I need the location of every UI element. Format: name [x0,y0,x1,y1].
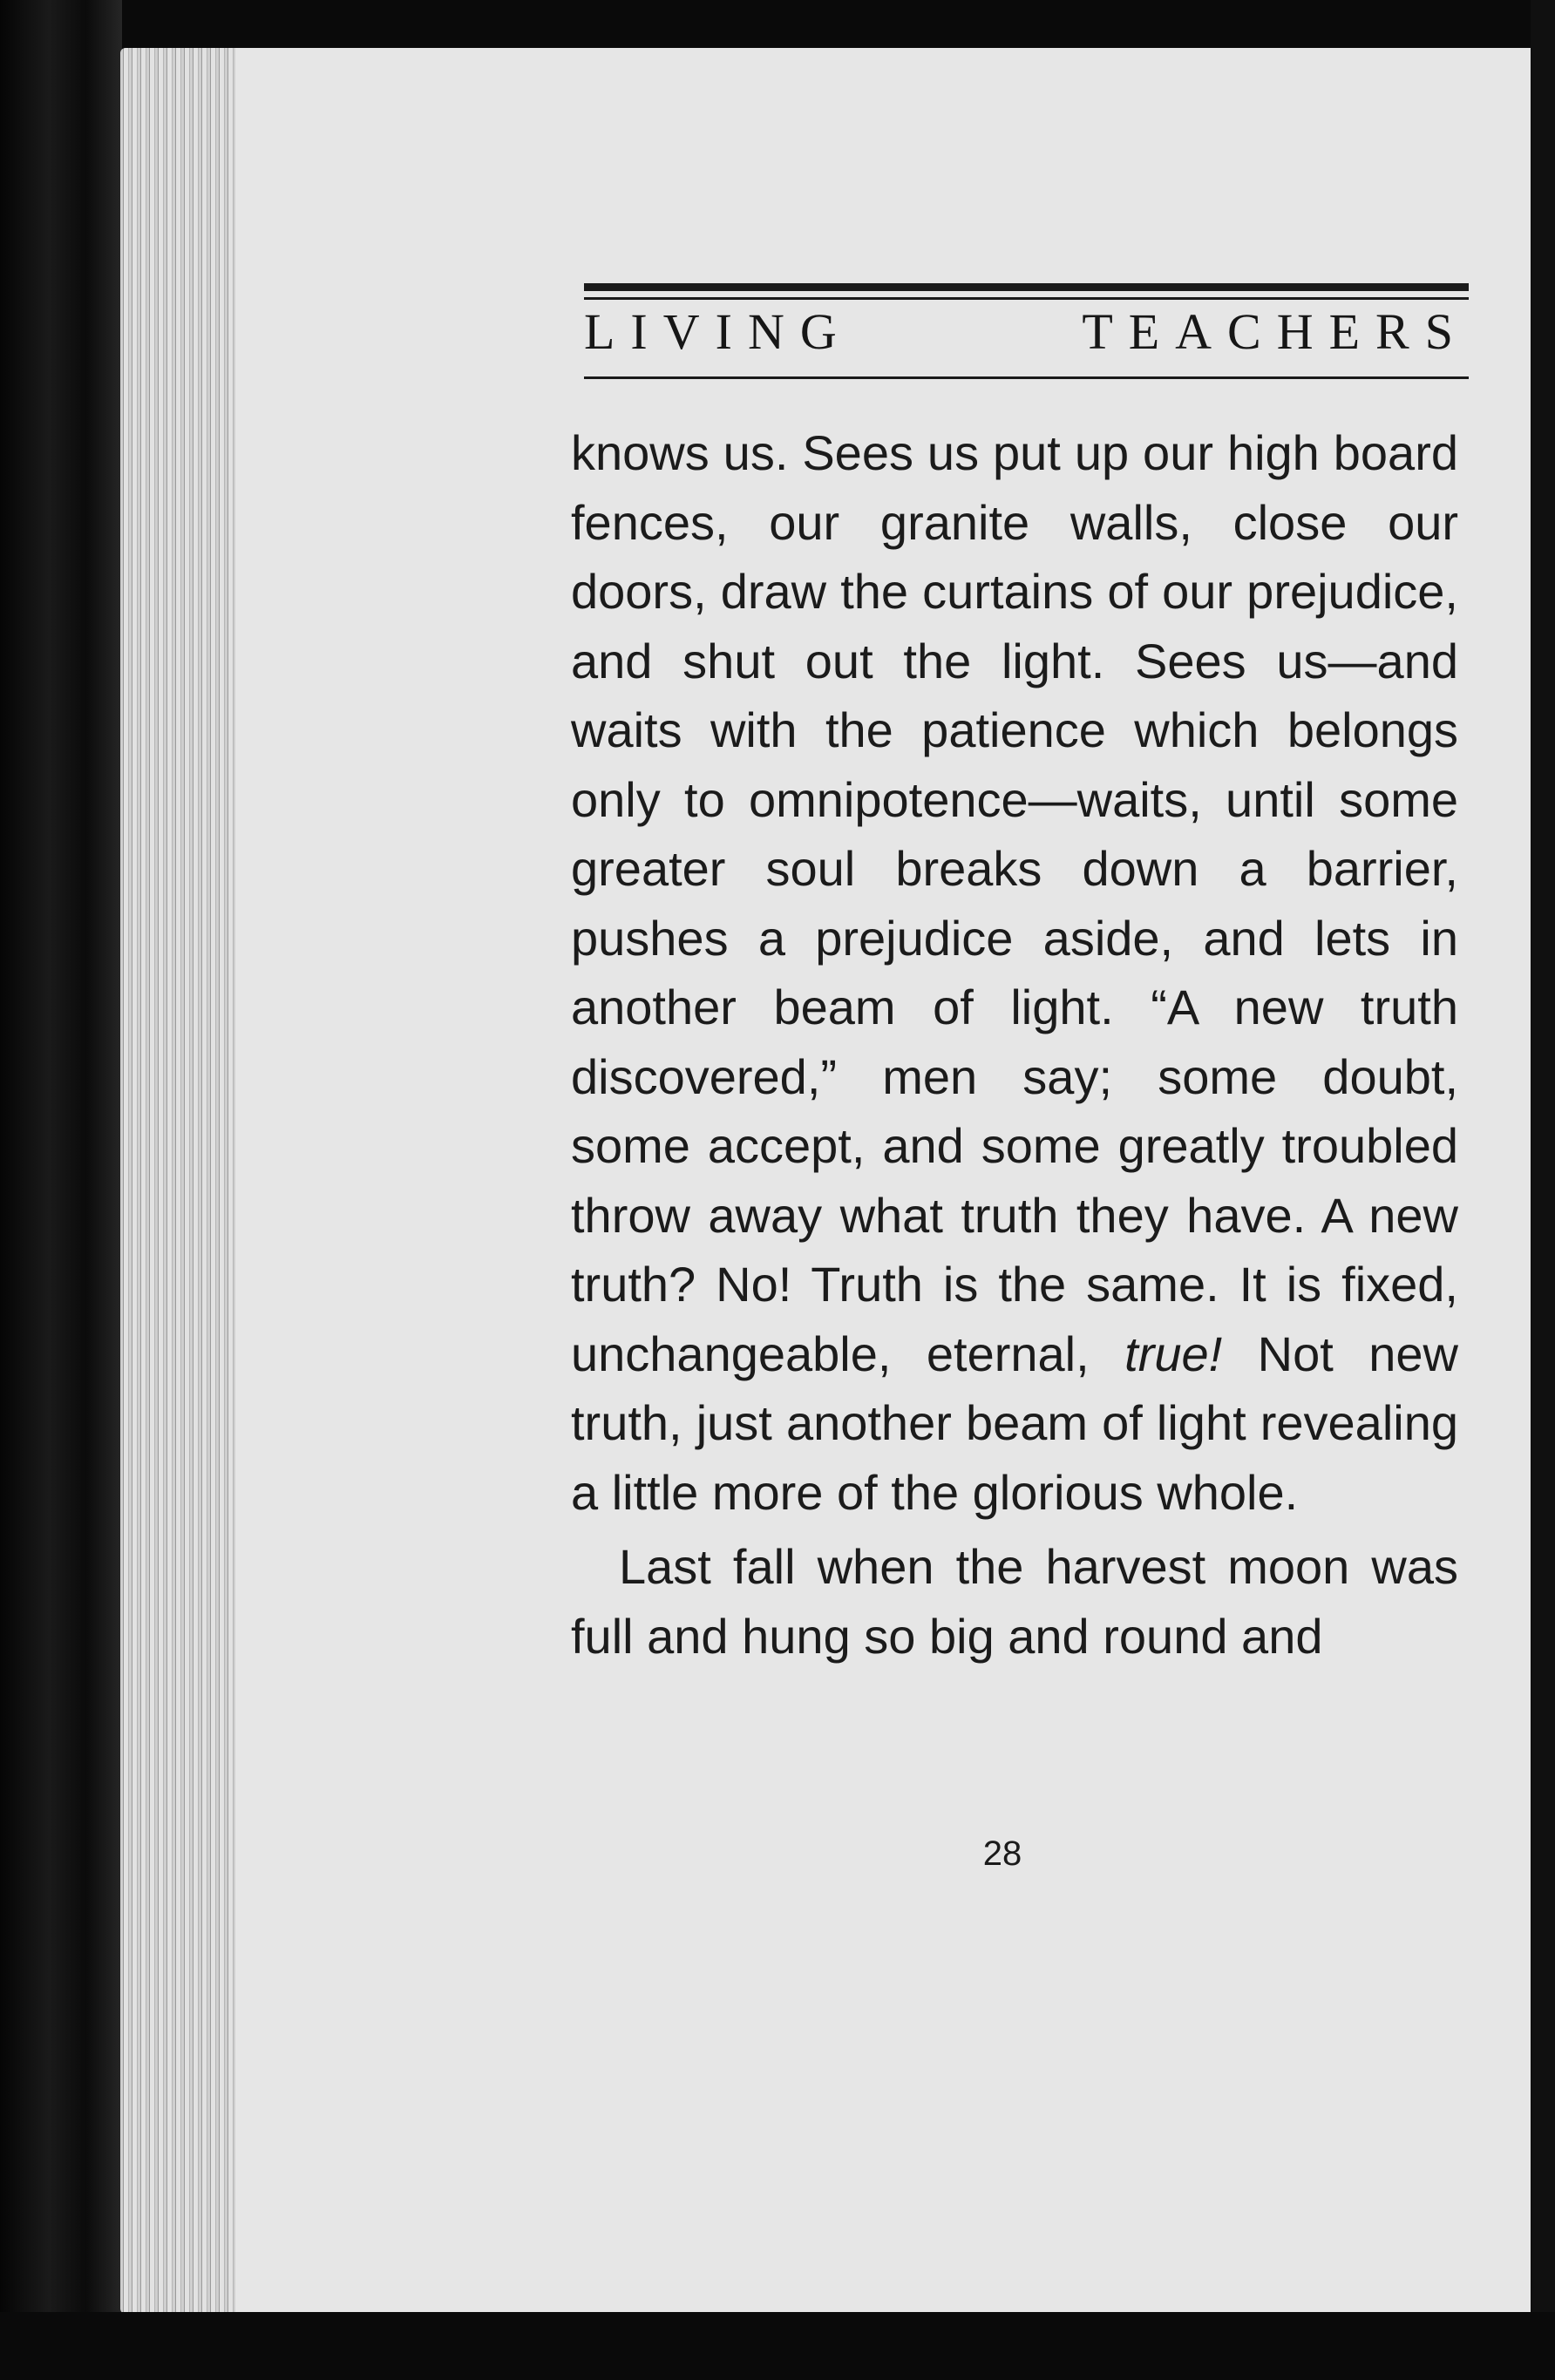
scan-top-border [0,0,1555,51]
scan-right-border [1531,0,1555,2380]
running-head-word-1: LIVING [584,303,852,360]
header-rule-thin [584,297,1469,300]
scan-bottom-border [0,2312,1555,2380]
paragraph-text-continued: Not new truth, just another beam of light revealing a little more of the glorious whole. [571,1326,1458,1520]
italic-emphasis: true! [1124,1326,1223,1381]
page-number: 28 [982,1834,1022,1873]
book-gutter [0,0,122,2380]
running-head-word-2: TEACHERS [1082,303,1469,360]
running-head [584,303,1469,360]
page-leaf-edges [120,48,251,2314]
body-text [571,418,1458,1671]
paragraph-text: knows us. Sees us put up our high board fences, our granite walls, close our doors, draw the curtains of our prejudice, and shut out the light. Sees us—and waits with the patience which belongs only to omnipotence—waits, until some greater soul breaks down a barrier, pushes a prejudice aside, and lets in another beam of light. “A new truth discovered,” men say; some doubt, some accept, and some greatly troubled throw away what truth they have. A new truth? No! Truth is the same. It is fixed, unchangeable, eternal, [571,425,1458,1381]
paragraph [571,418,1458,1527]
header-rule-bottom [584,376,1469,379]
header-rule-thick [584,283,1469,291]
paragraph: Last fall when the harvest moon was full and hung so big and round and [571,1539,1458,1664]
